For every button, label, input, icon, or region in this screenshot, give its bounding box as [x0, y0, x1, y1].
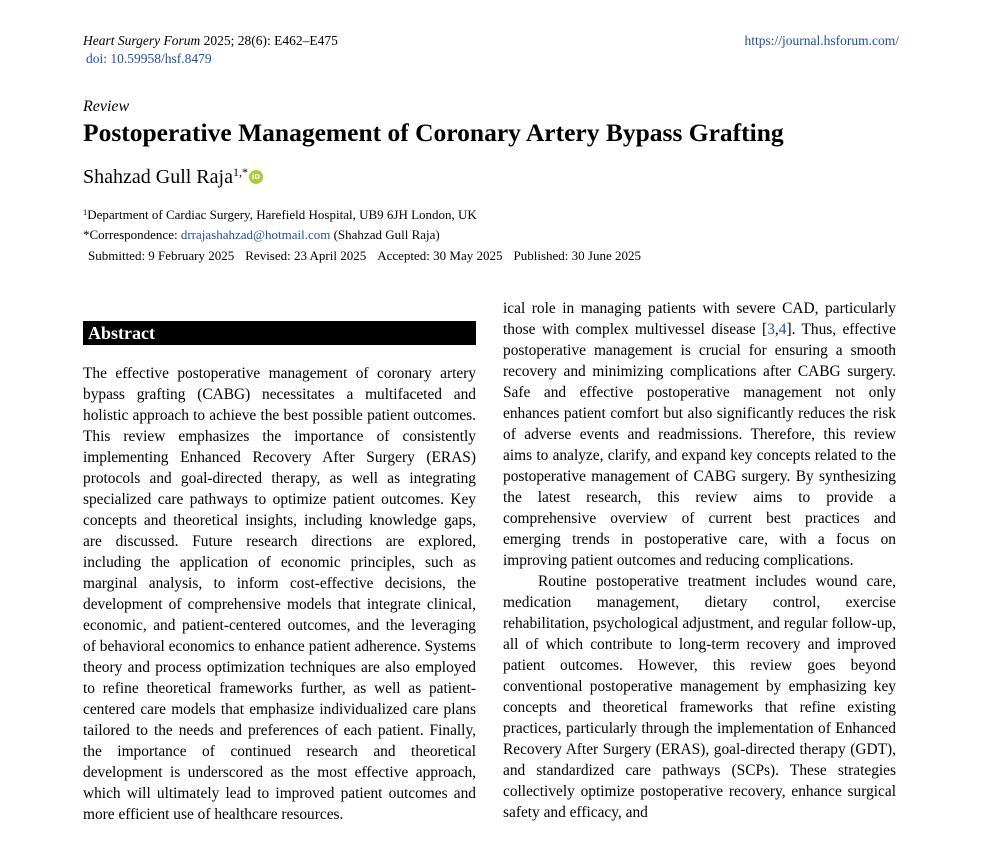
submitted-date: Submitted: 9 February 2025	[88, 248, 235, 263]
revised-date: Revised: 23 April 2025	[245, 248, 367, 263]
orcid-icon[interactable]: iD	[249, 170, 263, 184]
abstract-text: The effective postoperative management of coronary artery bypass grafting (CABG) necessitates a multifaceted and holistic approach to achieve the best possible patient outcomes. This review emphasizes the importance of consistently implementing Enhanced Recovery After Surgery (ERAS) protocols and goal-directed therapy, as well as integrating specialized care pathways to optimize patient outcomes. Key concepts and theoretical insights, including knowledge gaps, are discussed. Future research directions are explored, including the application of economic principles, such as marginal analysis, to inform cost-effective decisions, the development of comprehensive models that integrate clinical, economic, and patient-centered outcomes, and the leveraging of behavioral economics to enhance patient adherence. Systems theory and process optimization techniques are also employed to refine theoretical frameworks further, as well as patient-centered care models that emphasize individualized care plans tailored to the needs and preferences of each patient. Finally, the importance of continued research and theoretical development is underscored as the most effective approach, which will ultimately lead to improved patient outcomes and more efficient use of healthcare resources.	[83, 365, 476, 823]
body-paragraph-1	[503, 298, 896, 571]
reference-separator: ,	[774, 321, 779, 338]
reference-link-3[interactable]: 3	[767, 321, 775, 338]
abstract-heading: Abstract	[83, 321, 476, 345]
author-name: Shahzad Gull Raja	[83, 166, 233, 188]
journal-name: Heart Surgery Forum	[83, 33, 201, 48]
article-dates	[88, 248, 652, 264]
journal-url-link[interactable]: https://journal.hsforum.com/	[744, 33, 899, 48]
reference-link-4[interactable]: 4	[778, 321, 787, 338]
doi-link[interactable]: doi: 10.59958/hsf.8479	[86, 51, 212, 66]
correspondence-name: (Shahzad Gull Raja)	[330, 227, 440, 242]
correspondence-label: *Correspondence:	[83, 227, 181, 242]
body-paragraph-2: Routine postoperative treatment includes wound care, medication management, dietary control, exercise rehabilitation, psychological adjustment, and regular follow-up, all of which contribute to long-term recovery and improved patient outcomes. However, this review goes beyond conventional postoperative management by emphasizing key concepts and theoretical frameworks that refine existing practices, particularly through the implementation of Enhanced Recovery After Surgery (ERAS), goal-directed therapy (GDT), and standardized care pathways (SCPs). These strategies collectively optimize postoperative recovery, enhance surgical safety and efficacy, and	[503, 573, 896, 821]
correspondence	[83, 227, 440, 243]
published-date: Published: 30 June 2025	[513, 248, 641, 263]
body-column	[503, 298, 896, 823]
abstract-column	[83, 363, 476, 825]
affiliation	[83, 207, 477, 223]
correspondence-email-link[interactable]: drrajashahzad@hotmail.com	[180, 227, 331, 242]
affiliation-superscript: 1	[83, 207, 88, 217]
citation-details: 2025; 28(6): E462–E475	[200, 33, 338, 48]
body-paragraph-1-start: ical role in managing patients with severe CAD, particularly those with complex multivessel disease [	[503, 300, 896, 338]
body-paragraph-1-rest: ]. Thus, effective postoperative management is crucial for ensuring a smooth recovery and minimizing complications after CABG surgery. Safe and effective postoperative management not only enhances patient comfort but also significantly reduces the risk of adverse events and readmissions. Therefore, this review aims to analyze, clarify, and expand key concepts related to the postoperative management of CABG surgery. By synthesizing the latest research, this review aims to provide a comprehensive overview of current best practices and emerging trends in postoperative care, with a focus on improving patient outcomes and reducing complications.	[503, 321, 896, 569]
article-title: Postoperative Management of Coronary Artery Bypass Grafting	[83, 118, 784, 147]
accepted-date: Accepted: 30 May 2025	[377, 248, 503, 263]
author-line	[83, 166, 263, 189]
journal-citation	[83, 33, 338, 49]
article-type: Review	[83, 98, 130, 115]
affiliation-text: Department of Cardiac Surgery, Harefield Hospital, UB9 6JH London, UK	[87, 207, 477, 222]
author-superscript: 1,*	[232, 165, 248, 179]
